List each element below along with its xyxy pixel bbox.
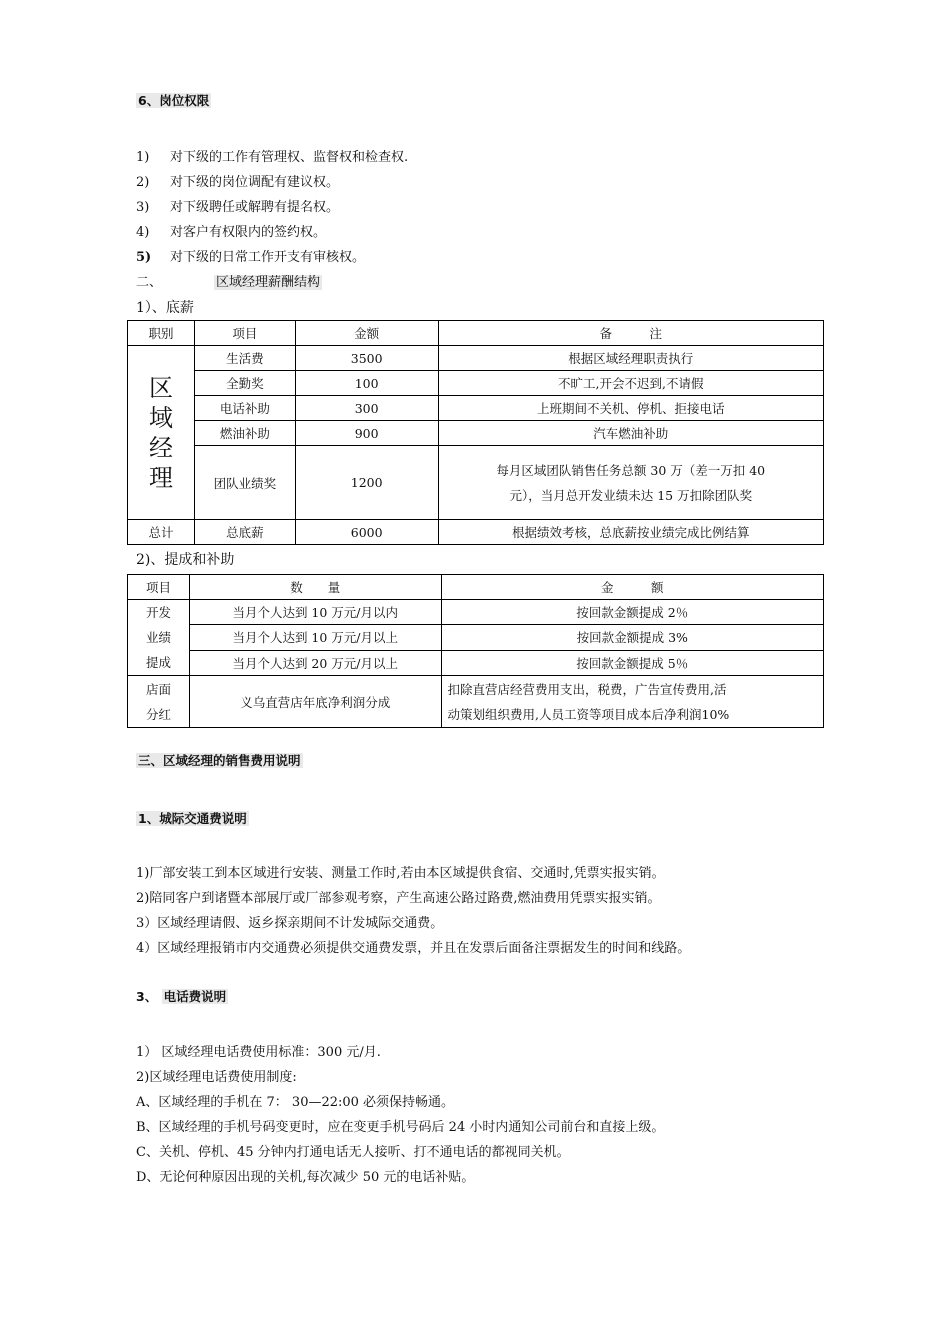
header-cell: 备 注 bbox=[438, 321, 823, 346]
group-line: 开发 bbox=[145, 605, 171, 620]
amount-cell: 6000 bbox=[295, 520, 438, 545]
note-cell: 汽车燃油补助 bbox=[438, 421, 823, 446]
phone-heading bbox=[136, 988, 228, 1006]
section2-heading bbox=[136, 274, 322, 292]
header-cell: 项目 bbox=[128, 575, 190, 600]
group-cell bbox=[128, 600, 190, 676]
header-cell: 项目 bbox=[194, 321, 295, 346]
list-item: 3）区域经理请假、返乡探亲期间不计发城际交通费。 bbox=[136, 916, 444, 931]
table-row bbox=[128, 676, 824, 728]
list-item-text: 对下级的工作有管理权、监督权和检查权. bbox=[170, 150, 409, 165]
list-item: 1） 区域经理电话费使用标准：300 元/月. bbox=[136, 1045, 381, 1060]
qty-cell: 义乌直营店年底净利润分成 bbox=[189, 676, 441, 728]
phone-heading-number: 3、 bbox=[136, 989, 158, 1004]
amount-cell bbox=[441, 676, 823, 728]
item-cell: 电话补助 bbox=[194, 396, 295, 421]
list-item bbox=[136, 224, 326, 242]
group-line: 业绩 bbox=[145, 630, 171, 645]
note-line: 元），当月总开发业绩未达 15 万扣除团队奖 bbox=[509, 487, 753, 503]
list-item: A、区域经理的手机在 7： 30—22:00 必须保持畅通。 bbox=[136, 1095, 455, 1110]
amount-cell: 按回款金额提成 3% bbox=[441, 625, 823, 650]
list-item bbox=[136, 149, 408, 167]
amount-cell: 1200 bbox=[295, 446, 438, 520]
group-line: 提成 bbox=[145, 655, 171, 670]
list-item-number: 3) bbox=[136, 200, 150, 215]
list-item-text: 对下级的岗位调配有建议权。 bbox=[170, 175, 340, 190]
header-cell: 金 额 bbox=[441, 575, 823, 600]
note-cell: 不旷工,开会不迟到,不请假 bbox=[438, 371, 823, 396]
table-header-row bbox=[128, 575, 824, 600]
qty-cell: 当月个人达到 10 万元/月以上 bbox=[189, 625, 441, 650]
table-row bbox=[128, 371, 824, 396]
group-line: 店面 bbox=[145, 681, 171, 697]
header-cell: 金额 bbox=[295, 321, 438, 346]
table-row bbox=[128, 600, 824, 625]
section6-heading bbox=[136, 92, 211, 110]
table-row bbox=[128, 421, 824, 446]
table-row bbox=[128, 625, 824, 650]
item-cell: 全勤奖 bbox=[194, 371, 295, 396]
amount-cell: 100 bbox=[295, 371, 438, 396]
note-line: 每月区域团队销售任务总额 30 万（差一万扣 40 bbox=[496, 462, 766, 478]
role-cell bbox=[128, 346, 195, 520]
item-cell: 团队业绩奖 bbox=[194, 446, 295, 520]
item-cell: 燃油补助 bbox=[194, 421, 295, 446]
table-row bbox=[128, 650, 824, 675]
note-cell: 根据区域经理职责执行 bbox=[438, 346, 823, 371]
section3-heading-text: 三、区域经理的销售费用说明 bbox=[138, 753, 301, 768]
list-item-text: 对下级聘任或解聘有提名权。 bbox=[170, 200, 340, 215]
list-item: 1)厂部安装工到本区域进行安装、测量工作时,若由本区域提供食宿、交通时,凭票实报实销。 bbox=[136, 866, 665, 881]
amount-cell: 900 bbox=[295, 421, 438, 446]
qty-cell: 当月个人达到 10 万元/月以内 bbox=[189, 600, 441, 625]
list-item: 2)区域经理电话费使用制度: bbox=[136, 1070, 297, 1085]
group-cell bbox=[128, 676, 190, 728]
amount-line: 扣除直营店经营费用支出，税费，广告宣传费用,活 bbox=[447, 681, 727, 697]
amount-line: 动策划组织费用,人员工资等项目成本后净利润10% bbox=[447, 706, 730, 722]
amount-cell: 300 bbox=[295, 396, 438, 421]
list-item: D、无论何种原因出现的关机,每次减少 50 元的电话补贴。 bbox=[136, 1170, 475, 1185]
table-row bbox=[128, 446, 824, 520]
qty-cell: 当月个人达到 20 万元/月以上 bbox=[189, 650, 441, 675]
header-cell: 数 量 bbox=[189, 575, 441, 600]
section6-heading-text: 6、岗位权限 bbox=[138, 93, 210, 108]
note-cell bbox=[438, 446, 823, 520]
table-header-row bbox=[128, 321, 824, 346]
section3-heading bbox=[136, 752, 303, 770]
list-item bbox=[136, 174, 339, 192]
list-item-text: 对下级的日常工作开支有审核权。 bbox=[170, 250, 366, 265]
base-salary-table bbox=[127, 320, 824, 545]
table-total-row bbox=[128, 520, 824, 545]
list-item bbox=[136, 199, 339, 217]
intercity-heading-text: 1、城际交通费说明 bbox=[138, 811, 247, 826]
item-cell: 总底薪 bbox=[194, 520, 295, 545]
list-item-number: 1) bbox=[136, 150, 150, 165]
note-cell: 根据绩效考核，总底薪按业绩完成比例结算 bbox=[438, 520, 823, 545]
list-item-number: 2) bbox=[136, 175, 150, 190]
role-char: 域 bbox=[148, 403, 173, 432]
section2-title: 区域经理薪酬结构 bbox=[216, 275, 321, 290]
list-item-number: 5) bbox=[136, 250, 152, 265]
list-item: 2)陪同客户到诸暨本部展厅或厂部参观考察，产生高速公路过路费,燃油费用凭票实报实销。 bbox=[136, 891, 661, 906]
list-item bbox=[136, 249, 365, 267]
base-salary-subheading: 1）、底薪 bbox=[136, 300, 194, 316]
role-char: 理 bbox=[148, 463, 173, 492]
table-row bbox=[128, 346, 824, 371]
role-char: 经 bbox=[148, 433, 173, 462]
table-row bbox=[128, 396, 824, 421]
list-item-text: 对客户有权限内的签约权。 bbox=[170, 225, 327, 240]
group-line: 分红 bbox=[145, 706, 171, 722]
amount-cell: 按回款金额提成 2％ bbox=[441, 600, 823, 625]
total-label-cell: 总计 bbox=[128, 520, 195, 545]
commission-table bbox=[127, 574, 824, 728]
amount-cell: 3500 bbox=[295, 346, 438, 371]
phone-heading-text: 电话费说明 bbox=[163, 989, 227, 1004]
role-char: 区 bbox=[148, 373, 173, 402]
list-item: 4）区域经理报销市内交通费必须提供交通费发票，并且在发票后面备注票据发生的时间和线路。 bbox=[136, 941, 691, 956]
item-cell: 生活费 bbox=[194, 346, 295, 371]
header-cell: 职别 bbox=[128, 321, 195, 346]
intercity-heading bbox=[136, 810, 249, 828]
amount-cell: 按回款金额提成 5％ bbox=[441, 650, 823, 675]
note-cell: 上班期间不关机、停机、拒接电话 bbox=[438, 396, 823, 421]
list-item: B、区域经理的手机号码变更时，应在变更手机号码后 24 小时内通知公司前台和直接上级。 bbox=[136, 1120, 665, 1135]
commission-subheading: 2)、提成和补助 bbox=[136, 552, 235, 568]
list-item: C、关机、停机、45 分钟内打通电话无人接听、打不通电话的都视同关机。 bbox=[136, 1145, 570, 1160]
list-item-number: 4) bbox=[136, 225, 150, 240]
section2-prefix: 二、 bbox=[136, 275, 163, 290]
